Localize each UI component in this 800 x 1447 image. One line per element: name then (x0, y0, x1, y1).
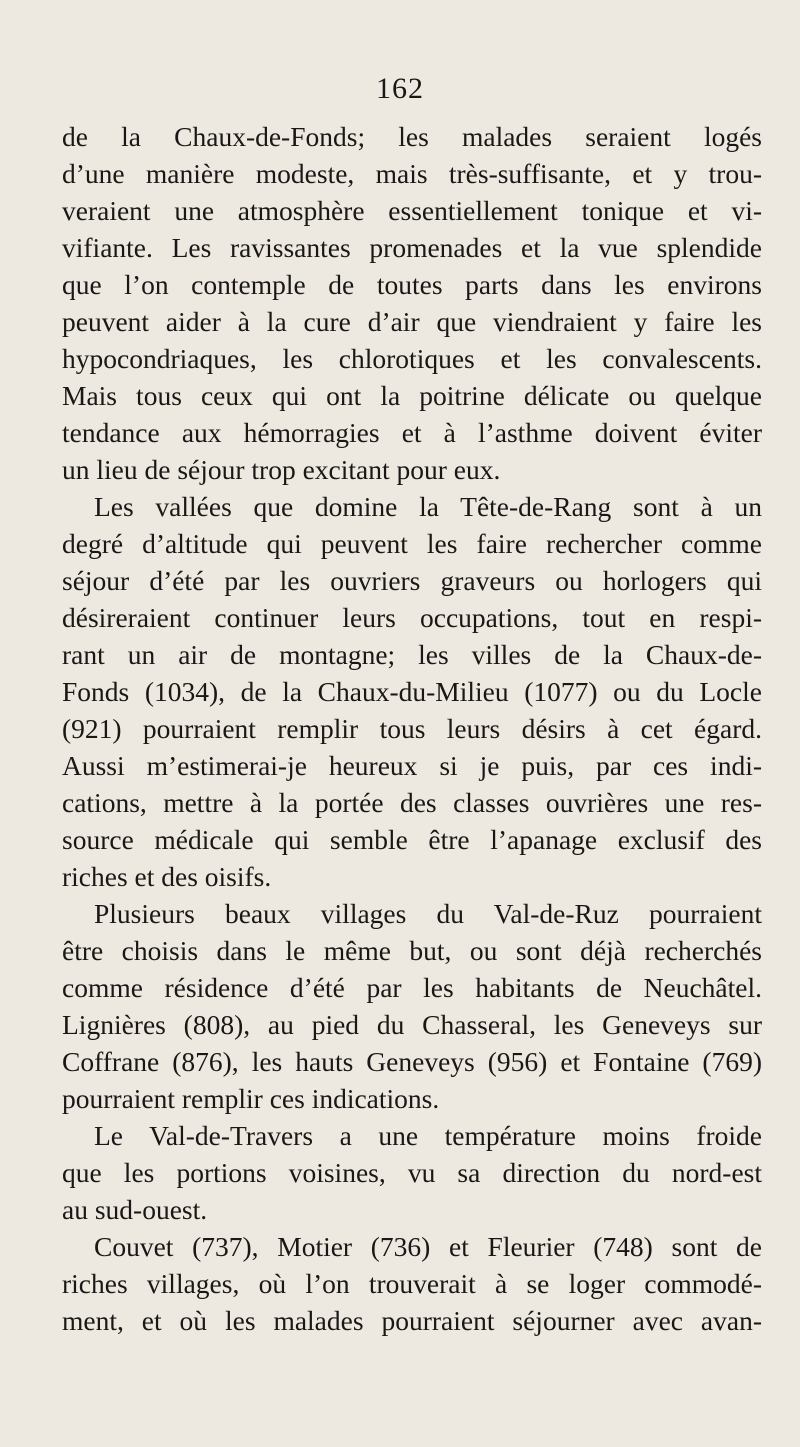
paragraph-first-line: Les vallées que domine la Tête-de-Rang sont à un (94, 491, 762, 522)
text-line: comme résidence d’été par les habitants de Neuchâtel. (62, 972, 762, 1003)
text-line: rant un air de montagne; les villes de la Chaux-de- (62, 639, 762, 670)
text-line: séjour d’été par les ouvriers graveurs ou horlogers qui (62, 565, 762, 596)
paragraph-first-line: Couvet (737), Motier (736) et Fleurier (748) sont de (94, 1231, 762, 1262)
text-line: que les portions voisines, vu sa direction du nord-est (62, 1157, 762, 1188)
text-line: un lieu de séjour trop excitant pour eux. (62, 454, 501, 485)
text-line: Coffrane (876), les hauts Geneveys (956) et Fontaine (769) (62, 1046, 762, 1077)
text-line: être choisis dans le même but, ou sont déjà recherchés (62, 935, 762, 966)
text-line: Fonds (1034), de la Chaux-du-Milieu (1077) ou du Locle (62, 676, 762, 707)
text-line: de la Chaux-de-Fonds; les malades seraient logés (62, 121, 762, 152)
text-line: vifiante. Les ravissantes promenades et la vue splendide (62, 232, 762, 263)
page-number: 162 (376, 72, 424, 105)
text-line: cations, mettre à la portée des classes ouvrières une res- (62, 787, 762, 818)
text-line: veraient une atmosphère essentiellement tonique et vi- (62, 195, 762, 226)
text-line: d’une manière modeste, mais très-suffisante, et y trou- (62, 158, 762, 189)
text-line: que l’on contemple de toutes parts dans les environs (62, 269, 762, 300)
text-line: Aussi m’estimerai-je heureux si je puis, par ces indi- (62, 750, 762, 781)
text-line: (921) pourraient remplir tous leurs désirs à cet égard. (62, 713, 762, 744)
text-line: riches et des oisifs. (62, 861, 272, 892)
text-line: degré d’altitude qui peuvent les faire rechercher comme (62, 528, 762, 559)
text-line: peuvent aider à la cure d’air que viendraient y faire les (62, 306, 762, 337)
body-text (62, 118, 762, 1339)
paragraph-first-line: Plusieurs beaux villages du Val-de-Ruz pourraient (94, 898, 762, 929)
text-line: hypocondriaques, les chlorotiques et les convalescents. (62, 343, 762, 374)
text-line: source médicale qui semble être l’apanage exclusif des (62, 824, 762, 855)
text-line: tendance aux hémorragies et à l’asthme doivent éviter (62, 417, 762, 448)
text-line: Mais tous ceux qui ont la poitrine délicate ou quelque (62, 380, 762, 411)
text-line: riches villages, où l’on trouverait à se loger commodé- (62, 1268, 762, 1299)
text-line: Lignières (808), au pied du Chasseral, les Geneveys sur (62, 1009, 762, 1040)
text-line: pourraient remplir ces indications. (62, 1083, 440, 1114)
text-line: au sud-ouest. (62, 1194, 208, 1225)
text-line: ment, et où les malades pourraient séjourner avec avan- (62, 1305, 762, 1336)
paragraph-first-line: Le Val-de-Travers a une température moins froide (94, 1120, 762, 1151)
text-line: désireraient continuer leurs occupations, tout en respi- (62, 602, 762, 633)
